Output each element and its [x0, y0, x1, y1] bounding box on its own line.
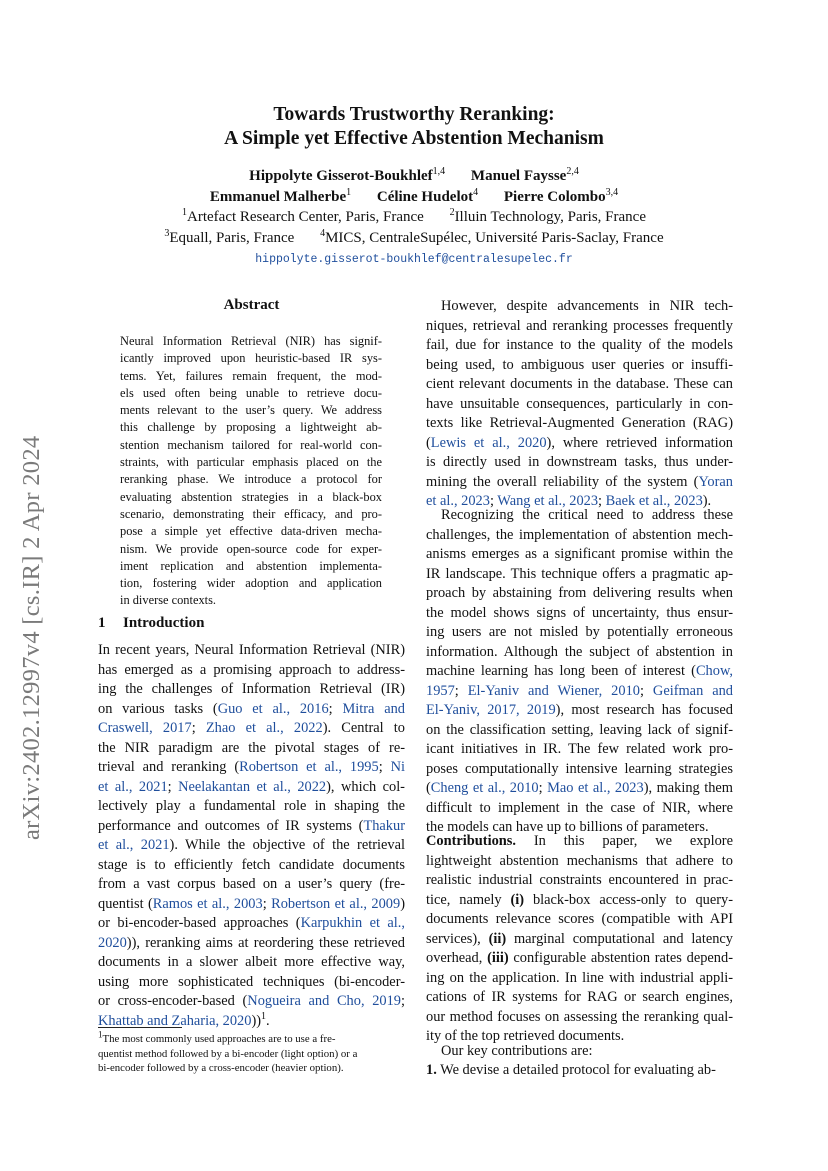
citation-link[interactable]: Karpukhin et al.,: [300, 915, 405, 931]
text-line: [426, 1061, 733, 1081]
text-run: the model shows signs of uncertainty, thus ensur-: [426, 604, 733, 621]
text-line: [426, 434, 733, 454]
text-run: ;: [378, 759, 391, 775]
text-run: anisms emerges as a significant promise within the: [426, 546, 733, 562]
text-run: ;: [328, 700, 343, 717]
abstract-line: reranking phase. We introduce a protocol for: [120, 472, 382, 487]
text-line: [426, 336, 733, 356]
text-line: [426, 297, 733, 317]
affiliation-mark: 1: [182, 207, 188, 218]
abstract-line: Neural Information Retrieval (NIR) has signif-: [120, 334, 382, 348]
text-line: [426, 910, 733, 930]
abstract-line: iment replication and abstention implementa-: [120, 558, 382, 573]
abstract-line: stention mechanism tailored for real-world con-: [120, 437, 382, 452]
text-run: lectively play a fundamental role in shaping the: [98, 798, 405, 814]
paragraph-nir-failures: [426, 297, 733, 512]
text-line: [426, 473, 733, 493]
text-run: mining the overall reliability of the system (: [426, 473, 699, 490]
footnote-text-line: The most commonly used approaches are to use a fre-: [102, 1033, 336, 1045]
citation-link[interactable]: Mitra and: [342, 700, 405, 717]
text-run: information. Although the subject of abstention in: [426, 643, 733, 660]
text-run: ). Central to: [322, 720, 405, 736]
text-run: (: [426, 780, 431, 796]
abstract-body: [120, 333, 382, 610]
text-line: [98, 914, 405, 934]
text-run: ;: [454, 682, 468, 699]
bold-label: (i): [510, 891, 525, 908]
abstract-heading: Abstract: [223, 297, 280, 313]
text-line: [98, 875, 405, 895]
author-email-link[interactable]: hippolyte.gisserot-boukhlef@centralesupelec.fr: [255, 253, 573, 266]
text-line: [426, 506, 733, 526]
text-line: [426, 760, 733, 780]
text-line: [98, 1012, 405, 1032]
text-run: .: [266, 1012, 270, 1029]
text-line: [98, 973, 405, 993]
text-run: We devise a detailed protocol for evaluating ab-: [436, 1062, 716, 1078]
text-line: [426, 682, 733, 702]
text-run: lightweight abstention mechanisms that adhere to: [426, 852, 733, 869]
arxiv-stamp: arXiv:2402.12997v4 [cs.IR] 2 Apr 2024: [18, 435, 45, 840]
citation-link[interactable]: Ramos et al., 2003: [152, 895, 263, 912]
text-run: ;: [401, 993, 405, 1009]
text-line: [98, 758, 405, 778]
text-run: ), where retrieved information: [546, 434, 733, 451]
citation-link[interactable]: Guo et al., 2016: [217, 700, 329, 717]
text-run: ).: [702, 493, 712, 509]
text-run: difficult to implement in the case of NIR, where: [426, 799, 733, 816]
text-line: [426, 832, 733, 852]
text-run: cations of IR systems for RAG or search engines,: [426, 989, 733, 1005]
text-run: documents relevance scores (compatible with API: [426, 911, 733, 927]
citation-link[interactable]: Neelakantan et al., 2022: [178, 778, 327, 795]
text-line: [426, 414, 733, 434]
text-run: proach by abstaining from delivering results when: [426, 585, 733, 601]
citation-link[interactable]: Yoran: [698, 473, 733, 490]
text-run: ;: [538, 780, 548, 796]
citation-link[interactable]: et al., 2021: [98, 778, 168, 795]
abstract-line: this challenge by proposing a lightweight ab-: [120, 420, 382, 435]
section-number: 1: [98, 615, 106, 631]
text-run: services),: [426, 930, 489, 947]
text-line: [426, 526, 733, 546]
text-run: cient relevant documents in the database. These can: [426, 376, 733, 392]
abstract-line: els used often being unable to retrieve docu-: [120, 385, 382, 400]
bold-label: (iii): [487, 950, 509, 966]
text-run: has emerged as a promising approach to address-: [98, 661, 405, 678]
text-line: [426, 565, 733, 585]
author-row-2: [0, 187, 828, 208]
footnote-text-line: quentist method followed by a bi-encoder (light option) or a: [98, 1047, 358, 1060]
text-line: [98, 953, 405, 973]
author-affiliation-mark: 1: [346, 186, 352, 198]
footnote-text-line: bi-encoder followed by a cross-encoder (heavier option).: [98, 1062, 344, 1074]
citation-link[interactable]: Mao et al., 2023: [547, 780, 644, 796]
text-run: ), most research has focused: [555, 702, 733, 718]
text-run: challenges, the implementation of abstention mech-: [426, 526, 733, 543]
text-run: ). While the objective of the retrieval: [169, 837, 405, 853]
affiliation: Equall, Paris, France: [169, 229, 295, 246]
text-run: texts like Retrieval-Augmented Generation (RAG): [426, 415, 733, 431]
citation-link[interactable]: Chow,: [695, 663, 733, 679]
text-line: [426, 701, 733, 721]
text-run: icant initiatives in IR. The few related work pro-: [426, 741, 733, 757]
text-run: tice, namely: [426, 891, 511, 908]
citation-link[interactable]: Robertson et al., 1995: [239, 759, 379, 775]
bold-label: Contributions.: [426, 833, 516, 849]
text-run: ), making them: [643, 780, 733, 796]
abstract-line: pose a simple yet effective data-driven mecha-: [120, 524, 382, 539]
text-run: (: [426, 434, 431, 451]
text-line: [426, 317, 733, 337]
text-line: [98, 700, 405, 720]
text-line: [98, 778, 405, 798]
text-line: [426, 604, 733, 624]
affiliation: Artefact Research Center, Paris, France: [187, 209, 424, 225]
bold-label: 1.: [426, 1062, 437, 1078]
citation-link[interactable]: Zhao et al., 2022: [205, 720, 323, 736]
paragraph-key-contributions-intro: [426, 1042, 733, 1062]
text-run: Recognizing the critical need to address these: [441, 507, 733, 523]
text-run: ing the challenges of Information Retrieval (IR): [98, 681, 405, 697]
text-run: ;: [489, 493, 498, 509]
text-line: [98, 817, 405, 837]
footnote-reference[interactable]: 1: [261, 1011, 267, 1022]
abstract-line: icantly improved upon heuristic-based IR sys-: [120, 351, 382, 366]
text-run: marginal computational and latency: [506, 930, 733, 947]
text-line: [426, 799, 733, 819]
section-heading-introduction: [98, 615, 204, 632]
footnote-rule: [98, 1027, 182, 1028]
text-run: on the classification setting, leaving lack of signif-: [426, 721, 733, 738]
text-line: [426, 988, 733, 1008]
text-line: [426, 1008, 733, 1028]
author-affiliation-mark: 1,4: [432, 166, 446, 177]
text-run: from a vast corpus based on a user’s query (fre-: [98, 876, 405, 892]
text-line: [98, 661, 405, 681]
author-name: Céline Hudelot: [376, 188, 474, 205]
text-run: documents in a slower albeit more effective way,: [98, 954, 405, 970]
citation-link[interactable]: El-Yaniv, 2017, 2019: [426, 702, 556, 718]
affiliation: MICS, CentraleSupélec, Université Paris-Saclay, France: [325, 229, 664, 246]
citation-link[interactable]: Lewis et al., 2020: [430, 434, 547, 451]
text-run: fail, due for instance to the quality of the models: [426, 337, 733, 353]
text-line: [426, 930, 733, 950]
text-run: or bi-encoder-based approaches (: [98, 915, 301, 931]
section-title: Introduction: [123, 615, 205, 631]
author-block: [0, 166, 828, 271]
text-line: [426, 395, 733, 415]
text-line: [426, 949, 733, 969]
text-run: is directly used in downstream tasks, thus under-: [426, 454, 733, 470]
text-run: poses computationally intensive learning strategies: [426, 760, 733, 777]
abstract-line: scenario, demonstrating their efficacy, and pro-: [120, 506, 382, 521]
author-name: Pierre Colombo: [503, 188, 606, 205]
text-line: [426, 1042, 733, 1062]
abstract-line: tion, fostering wider adoption and application: [120, 576, 382, 591]
affiliation: Illuin Technology, Paris, France: [454, 209, 646, 225]
text-line: [98, 797, 405, 817]
text-line: [426, 584, 733, 604]
citation-link[interactable]: Khattab and Zaharia, 2020: [98, 1012, 252, 1029]
text-run: have unsuitable consequences, particularly in con-: [426, 395, 733, 412]
abstract-line: straints, with particular emphasis placed on the: [120, 455, 382, 470]
text-run: Our key contributions are:: [441, 1043, 593, 1059]
citation-link[interactable]: Ni: [390, 759, 405, 775]
citation-link[interactable]: 1957: [426, 682, 455, 699]
text-run: the models can have up to billions of parameters.: [426, 819, 709, 835]
text-line: [426, 643, 733, 663]
contribution-list-item: [426, 1061, 733, 1081]
author-name: Hippolyte Gisserot-Boukhlef: [249, 168, 433, 184]
text-line: [426, 721, 733, 741]
text-run: In recent years, Neural Information Retrieval (NIR): [98, 642, 405, 658]
citation-link[interactable]: Cheng et al., 2010: [430, 780, 539, 796]
text-line: [426, 356, 733, 376]
text-line: [98, 719, 405, 739]
text-line: [426, 375, 733, 395]
text-run: )), reranking aims at reordering these retrieved: [126, 934, 405, 951]
text-run: configurable abstention rates depend-: [508, 950, 733, 966]
text-run: In this paper, we explore: [515, 833, 733, 849]
text-run: IR landscape. This technique offers a pragmatic ap-: [426, 565, 733, 582]
author-affiliation-mark: 4: [473, 186, 479, 198]
text-run: ;: [191, 720, 206, 736]
abstract-line: ments relevant to the user’s query. We address: [120, 403, 382, 418]
citation-link[interactable]: Wang et al., 2023: [497, 493, 599, 509]
text-run: ity of the top retrieved documents.: [426, 1028, 625, 1044]
text-run: using more sophisticated techniques (bi-encoder-: [98, 973, 405, 990]
paper-title: [0, 103, 828, 151]
abstract-line: tems. Yet, failures remain frequent, the mod-: [120, 368, 382, 383]
affiliation-row-2: [0, 228, 828, 249]
affiliation-mark: 3: [164, 227, 170, 239]
abstract-line: in diverse contexts.: [120, 593, 217, 608]
citation-link[interactable]: Robertson et al., 2009: [271, 895, 401, 912]
citation-link[interactable]: et al., 2023: [426, 493, 490, 509]
citation-link[interactable]: El-Yaniv and Wiener, 2010: [467, 682, 640, 699]
paragraph-contributions: [426, 832, 733, 1047]
text-line: [426, 779, 733, 799]
text-line: [426, 871, 733, 891]
author-row-1: [0, 166, 828, 187]
footnote-mark: 1: [98, 1029, 103, 1040]
bold-label: (ii): [488, 930, 507, 947]
affiliation-row-1: [0, 207, 828, 228]
text-run: However, despite advancements in NIR tech-: [441, 298, 733, 314]
text-line: [98, 836, 405, 856]
paragraph-abstention-promise: [426, 506, 733, 838]
author-affiliation-mark: 3,4: [605, 186, 619, 198]
text-run: ;: [598, 493, 606, 509]
citation-link[interactable]: 2020: [98, 934, 127, 951]
text-run: ), which col-: [326, 778, 405, 795]
text-run: )): [251, 1012, 262, 1029]
text-line: [98, 641, 405, 661]
text-line: [426, 453, 733, 473]
title-line-2: A Simple yet Effective Abstention Mechanism: [224, 128, 604, 149]
author-name: Emmanuel Malherbe: [209, 188, 347, 205]
abstract-line: evaluating abstention strategies in a black-box: [120, 489, 382, 504]
citation-link[interactable]: Baek et al., 2023: [605, 493, 703, 509]
text-line: [98, 992, 405, 1012]
text-run: on various tasks (: [98, 700, 218, 717]
text-run: ;: [639, 682, 653, 699]
introduction-paragraph: [98, 641, 405, 1031]
citation-link[interactable]: Craswell, 2017: [98, 720, 192, 736]
text-run: realistic industrial constraints encountered in prac-: [426, 872, 733, 888]
text-line: [98, 895, 405, 915]
text-line: [426, 662, 733, 682]
text-line: [98, 934, 405, 954]
text-line: [426, 891, 733, 911]
title-line-1: Towards Trustworthy Reranking:: [273, 104, 555, 125]
affiliation-mark: 4: [320, 227, 326, 239]
text-run: ): [400, 895, 405, 912]
affiliation-mark: 2: [449, 207, 455, 218]
text-run: quentist (: [98, 895, 153, 912]
text-line: [426, 623, 733, 643]
author-affiliation-mark: 2,4: [566, 166, 579, 177]
text-run: ;: [262, 895, 272, 912]
text-line: [98, 856, 405, 876]
citation-link[interactable]: Thakur: [363, 817, 405, 834]
text-run: our method focuses on assessing the reranking qual-: [426, 1008, 733, 1025]
citation-link[interactable]: Geifman and: [652, 682, 733, 699]
author-name: Manuel Faysse: [470, 168, 567, 184]
text-run: machine learning has long been of interest (: [426, 663, 696, 679]
text-run: trieval and reranking (: [98, 759, 240, 775]
text-run: niques, retrieval and reranking processes frequently: [426, 317, 733, 334]
text-run: being used, to ambiguous user queries or insuffi-: [426, 356, 733, 373]
text-run: performance and outcomes of IR systems (: [98, 817, 364, 834]
text-run: ing users are not misled by potentially erroneous: [426, 624, 733, 640]
abstract-line: nism. We provide open-source code for exper-: [120, 541, 382, 556]
text-line: [426, 852, 733, 872]
text-line: [98, 739, 405, 759]
text-line: [426, 740, 733, 760]
text-run: ;: [167, 778, 179, 795]
text-run: the NIR paradigm are the pivotal stages of re-: [98, 739, 405, 756]
text-run: ing on the application. In line with industrial appli-: [426, 969, 733, 986]
text-line: [426, 545, 733, 565]
text-line: [426, 969, 733, 989]
text-line: [98, 680, 405, 700]
text-run: stage is to efficiently fetch candidate documents: [98, 856, 405, 873]
text-run: black-box access-only to query-: [524, 891, 733, 908]
citation-link[interactable]: et al., 2021: [98, 837, 170, 853]
citation-link[interactable]: Nogueira and Cho, 2019: [247, 993, 401, 1009]
footnote: [98, 1029, 405, 1076]
text-run: or cross-encoder-based (: [98, 993, 248, 1009]
text-run: overhead,: [426, 950, 488, 966]
